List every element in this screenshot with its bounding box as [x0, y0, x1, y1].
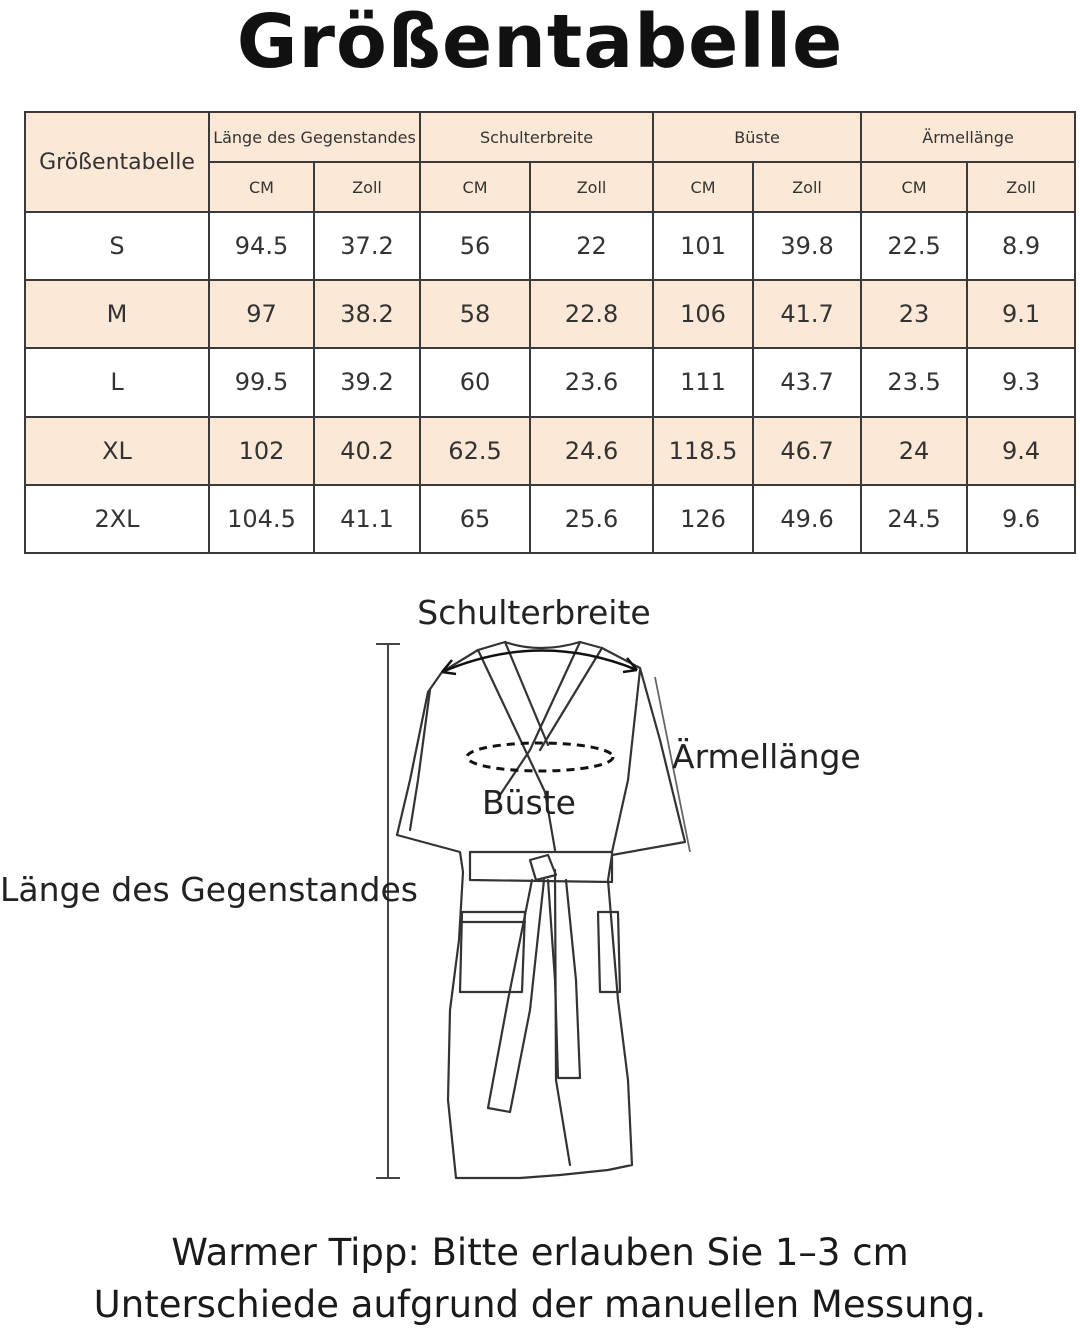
footer-tip-line-2: Unterschiede aufgrund der manuellen Messung.: [93, 1283, 987, 1326]
value-cell: 38.2: [314, 280, 420, 348]
value-cell: 22.5: [861, 212, 967, 280]
value-cell: 126: [653, 485, 753, 553]
table-row-m: [25, 280, 1075, 348]
value-cell: 9.3: [967, 348, 1075, 416]
unit-header: CM: [653, 162, 753, 212]
robe-belt-tail-left: [488, 880, 544, 1112]
value-cell: 56: [420, 212, 530, 280]
value-cell: 9.6: [967, 485, 1075, 553]
value-cell: 101: [653, 212, 753, 280]
table-row-xl: [25, 417, 1075, 485]
size-cell: 2XL: [25, 485, 209, 553]
value-cell: 9.4: [967, 417, 1075, 485]
value-cell: 62.5: [420, 417, 530, 485]
size-cell: L: [25, 348, 209, 416]
value-cell: 24.6: [530, 417, 653, 485]
value-cell: 106: [653, 280, 753, 348]
unit-header: CM: [420, 162, 530, 212]
value-cell: 104.5: [209, 485, 314, 553]
value-cell: 41.1: [314, 485, 420, 553]
size-table: [24, 111, 1076, 554]
sleeve-label: Ärmellänge: [672, 737, 861, 776]
bust-label: Büste: [482, 783, 576, 822]
robe-sleeve-right: [612, 670, 640, 852]
value-cell: 58: [420, 280, 530, 348]
length-measure-line: [376, 644, 400, 1178]
value-cell: 22.8: [530, 280, 653, 348]
size-cell: S: [25, 212, 209, 280]
value-cell: 23: [861, 280, 967, 348]
value-cell: 60: [420, 348, 530, 416]
header-shoulder: Schulterbreite: [420, 112, 653, 162]
table-row-2xl: [25, 485, 1075, 553]
unit-header: Zoll: [967, 162, 1075, 212]
robe-front-edge: [555, 870, 570, 1165]
value-cell: 22: [530, 212, 653, 280]
value-cell: 102: [209, 417, 314, 485]
header-length: Länge des Gegenstandes: [209, 112, 420, 162]
length-label: Länge des Gegenstandes: [0, 870, 418, 909]
header-sleeve: Ärmellänge: [861, 112, 1075, 162]
value-cell: 118.5: [653, 417, 753, 485]
value-cell: 40.2: [314, 417, 420, 485]
robe-pocket-left: [460, 912, 525, 992]
table-corner-label: Größentabelle: [25, 112, 209, 212]
robe-belt-knot: [530, 855, 556, 880]
shoulder-label: Schulterbreite: [417, 593, 651, 632]
value-cell: 46.7: [753, 417, 861, 485]
bust-measure-line: [467, 743, 613, 771]
unit-header: CM: [209, 162, 314, 212]
value-cell: 25.6: [530, 485, 653, 553]
value-cell: 23.6: [530, 348, 653, 416]
header-bust: Büste: [653, 112, 861, 162]
value-cell: 97: [209, 280, 314, 348]
value-cell: 8.9: [967, 212, 1075, 280]
value-cell: 39.8: [753, 212, 861, 280]
value-cell: 23.5: [861, 348, 967, 416]
value-cell: 49.6: [753, 485, 861, 553]
table-row-l: [25, 348, 1075, 416]
value-cell: 9.1: [967, 280, 1075, 348]
robe-belt-tail-right: [548, 880, 580, 1078]
value-cell: 39.2: [314, 348, 420, 416]
size-cell: XL: [25, 417, 209, 485]
value-cell: 94.5: [209, 212, 314, 280]
page-title: Größentabelle: [236, 0, 844, 85]
unit-header: CM: [861, 162, 967, 212]
size-cell: M: [25, 280, 209, 348]
table-row-s: [25, 212, 1075, 280]
value-cell: 43.7: [753, 348, 861, 416]
footer-tip-line-1: Warmer Tipp: Bitte erlauben Sie 1–3 cm: [171, 1231, 909, 1274]
value-cell: 24: [861, 417, 967, 485]
robe-measurement-diagram: [0, 580, 1080, 1220]
value-cell: 41.7: [753, 280, 861, 348]
unit-header: Zoll: [753, 162, 861, 212]
value-cell: 37.2: [314, 212, 420, 280]
value-cell: 99.5: [209, 348, 314, 416]
unit-header: Zoll: [530, 162, 653, 212]
value-cell: 111: [653, 348, 753, 416]
robe-neckline: [505, 642, 580, 648]
unit-header: Zoll: [314, 162, 420, 212]
value-cell: 65: [420, 485, 530, 553]
value-cell: 24.5: [861, 485, 967, 553]
